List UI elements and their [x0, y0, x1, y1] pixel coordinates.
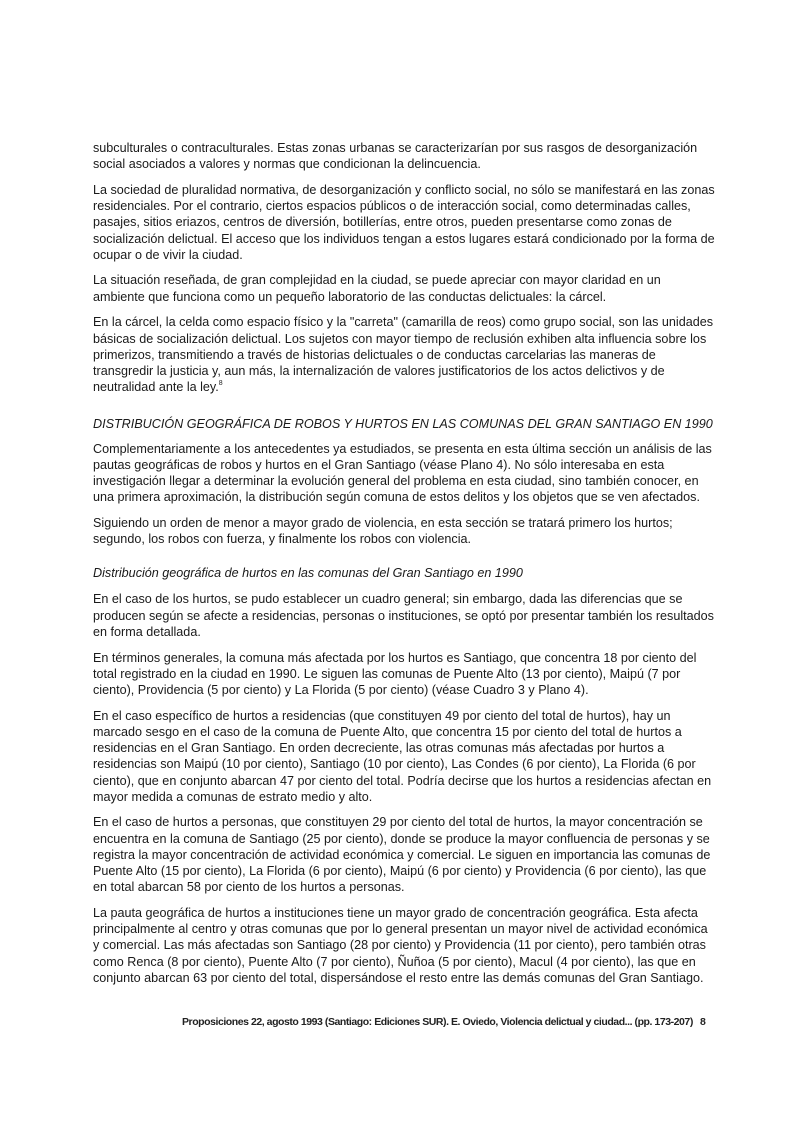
subsection-heading: Distribución geográfica de hurtos en las comunas del Gran Santiago en 1990 [93, 566, 523, 581]
footer-citation: Proposiciones 22, agosto 1993 (Santiago: Ediciones SUR). E. Oviedo, Violencia delictual y ciudad... (pp. 173-207) [182, 1016, 693, 1028]
paragraph: Siguiendo un orden de menor a mayor grado de violencia, en esta sección se tratará primero los hurtos; segundo, los robos con fuerza, y finalmente los robos con violencia. [93, 515, 673, 547]
paragraph: En el caso de los hurtos, se pudo establecer un cuadro general; sin embargo, dada las diferencias que se producen según se afecte a residencias, personas o instituciones, se optó por presentar también los resultados en forma detallada. [93, 592, 714, 639]
paragraph: En términos generales, la comuna más afectada por los hurtos es Santiago, que concentra 18 por ciento del total registrado en la ciudad en 1990. Le siguen las comunas de Puente Alto (13 por ciento), Maipú (7 por ciento), Providencia (5 por ciento) y La Florida (5 por ciento) (véase Cuadro 3 y Plano 4). [93, 650, 697, 697]
paragraph: Complementariamente a los antecedentes ya estudiados, se presenta en esta última sección un análisis de las pautas geográficas de robos y hurtos en el Gran Santiago (véase Plano 4). No sólo interesaba en esta investigación llegar a determinar la evolución general del problema en esta ciudad, sino también conocer, en una primera aproximación, la distribución según comuna de estos delitos y los objetos que se ven afectados. [93, 441, 712, 505]
paragraph: En el caso de hurtos a personas, que constituyen 29 por ciento del total de hurtos, la mayor concentración se encuentra en la comuna de Santiago (25 por ciento), donde se produce la mayor confluencia de personas y se registra la mayor concentración de actividad económica y comercial. Le siguen en importancia las comunas de Puente Alto (15 por ciento), La Florida (6 por ciento), Maipú (6 por ciento) y Providencia (6 por ciento), las que en total abarcan 58 por ciento de los hurtos a personas. [93, 815, 711, 895]
section-heading: DISTRIBUCIÓN GEOGRÁFICA DE ROBOS Y HURTOS EN LAS COMUNAS DEL GRAN SANTIAGO EN 1990 [93, 417, 713, 432]
footnote-reference: 8 [218, 380, 223, 388]
paragraph: La sociedad de pluralidad normativa, de desorganización y conflicto social, no sólo se manifestará en las zonas residenciales. Por el contrario, ciertos espacios públicos o de interacción social, como determinadas calles, pasajes, sitios eriazos, centros de diversión, botillerías, entre otros, pueden presentarse como zonas de socialización delictual. El acceso que los individuos tengan a estos lugares estará condicionado por la forma de ocupar o de vivir la ciudad. [93, 182, 715, 262]
paragraph: La situación reseñada, de gran complejidad en la ciudad, se puede apreciar con mayor claridad en un ambiente que funciona como un pequeño laboratorio de las conductas delictuales: la cárcel. [93, 273, 661, 304]
page-body [93, 140, 715, 995]
paragraph: La pauta geográfica de hurtos a instituciones tiene un mayor grado de concentración geográfica. Esta afecta principalmente al centro y otras comunas que por lo general presentan un mayor nivel de actividad económica y comercial. Las más afectadas son Santiago (28 por ciento) y Providencia (11 por ciento), pero también otras como Renca (8 por ciento), Puente Alto (7 por ciento), Ñuñoa (5 por ciento), Macul (4 por ciento), las que en conjunto abarcan 63 por ciento del total, dispersándose el resto entre las demás comunas del Gran Santiago. [93, 905, 708, 985]
page-number: 8 [700, 1016, 706, 1028]
paragraph: En el caso específico de hurtos a residencias (que constituyen 49 por ciento del total de hurtos), hay un marcado sesgo en el caso de la comuna de Puente Alto, que concentra 15 por ciento del total de hurtos a residencias en el Gran Santiago. En orden decreciente, las otras comunas más afectadas por hurtos a residencias son Maipú (10 por ciento), Santiago (10 por ciento), Las Condes (6 por ciento), La Florida (6 por ciento), que en conjunto abarcan 47 por ciento del total. Podría decirse que los hurtos a residencias afectan en mayor medida a comunas de estrato medio y alto. [93, 708, 712, 804]
paragraph: subculturales o contraculturales. Estas zonas urbanas se caracterizarían por sus rasgos de desorganización social asociados a valores y normas que condicionan la delincuencia. [93, 141, 698, 172]
paragraph-with-footnote [93, 314, 715, 395]
paragraph-text: En la cárcel, la celda como espacio físico y la "carreta" (camarilla de reos) como grupo social, son las unidades básicas de socialización delictual. Los sujetos con mayor tiempo de reclusión exhiben alta influencia sobre los primerizos, transmitiendo a través de historias delictuales o de conductas carcelarias las maneras de transgredir la justicia y, aun más, la internalización de valores justificatorios de los actos delictivos y de neutralidad ante la ley. [93, 315, 714, 395]
